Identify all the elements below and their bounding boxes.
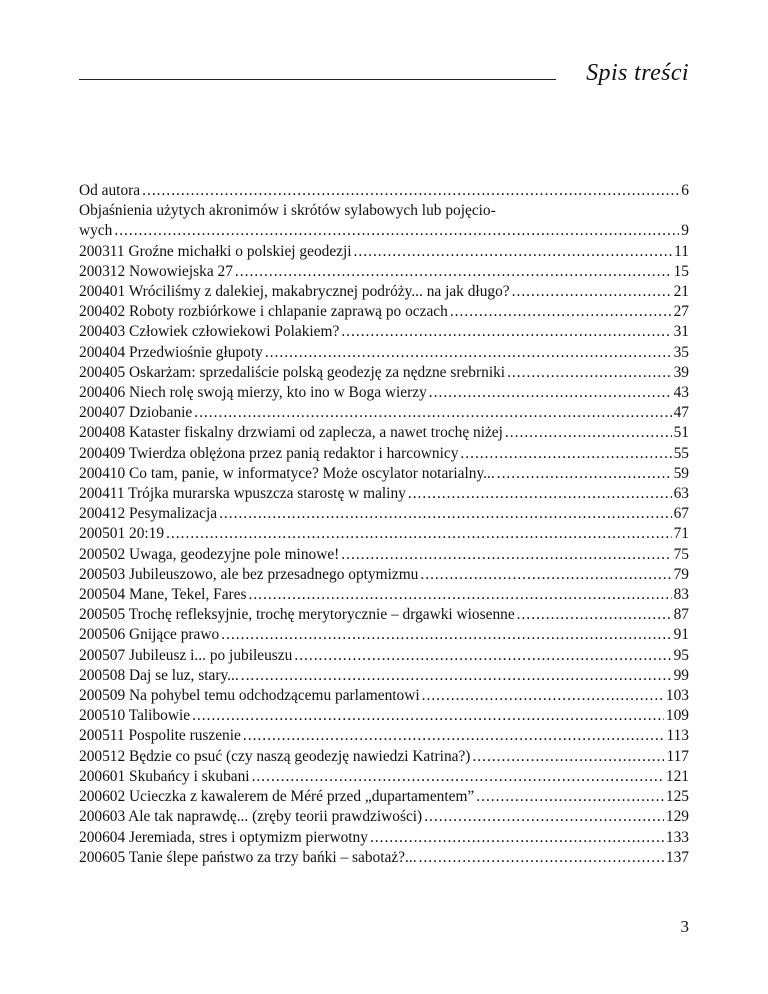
toc-entry-page: 75 — [673, 545, 689, 563]
dot-leader — [497, 464, 672, 484]
toc-entry[interactable] — [79, 848, 689, 868]
toc-entry[interactable] — [79, 605, 689, 625]
toc-entry-title: 200403 Człowiek człowiekowi Polakiem? — [79, 323, 340, 341]
toc-entry-page: 43 — [673, 384, 689, 402]
dot-leader — [252, 767, 664, 787]
dot-leader — [341, 322, 671, 342]
header-rule — [79, 79, 556, 80]
toc-entry-title: 200312 Nowowiejska 27 — [79, 262, 233, 280]
toc-entry-title: 200408 Kataster fiskalny drzwiami od zaplecza, a nawet trochę niżej — [79, 424, 503, 442]
toc-entry-page: 67 — [673, 505, 689, 523]
toc-entry[interactable] — [79, 787, 689, 807]
toc-entry-title: 200402 Roboty rozbiórkowe i chlapanie zaprawą po oczach — [79, 303, 448, 321]
toc-entry-title: Od autora — [79, 182, 141, 199]
toc-entry-title: 200508 Daj se luz, stary... — [79, 666, 239, 684]
toc-entry-page: 109 — [665, 707, 689, 725]
toc-entry[interactable] — [79, 302, 689, 322]
toc-entry-od-autora[interactable] — [79, 181, 689, 201]
toc-entry[interactable] — [79, 545, 689, 565]
dot-leader — [194, 403, 671, 423]
toc-entry-page: 39 — [673, 363, 689, 381]
toc-entry-title: 200512 Będzie co psuć (czy naszą geodezję nawiedzi Katrina?) — [79, 747, 471, 765]
toc-entry-title: 200602 Ucieczka z kawalerem de Méré przed „dupartamentem” — [79, 788, 475, 806]
toc-entry-title: 200511 Pospolite ruszenie — [79, 727, 241, 745]
toc-entry[interactable] — [79, 444, 689, 464]
toc-entry-page: 27 — [673, 303, 689, 321]
dot-leader — [512, 282, 672, 302]
toc-entry-acronyms-line1[interactable]: Objaśnienia użytych akronimów i skrótów sylabowych lub pojęcio- — [79, 202, 496, 220]
dot-leader — [142, 181, 679, 201]
dot-leader — [476, 787, 664, 807]
dot-leader — [114, 221, 679, 241]
toc-entry[interactable] — [79, 828, 689, 848]
dot-leader — [507, 363, 672, 383]
toc-entry[interactable] — [79, 726, 689, 746]
toc-entry-page: 121 — [665, 767, 689, 785]
toc-entry[interactable] — [79, 423, 689, 443]
dot-leader — [265, 343, 672, 363]
toc-entry[interactable] — [79, 383, 689, 403]
toc-entry[interactable] — [79, 242, 689, 262]
toc-entry[interactable] — [79, 464, 689, 484]
toc-entry-page: 83 — [673, 586, 689, 604]
dot-leader — [505, 423, 672, 443]
toc-entry[interactable] — [79, 767, 689, 787]
toc-entry-page: 6 — [681, 182, 689, 199]
toc-entry-page: 133 — [665, 828, 689, 846]
toc-entry[interactable] — [79, 666, 689, 686]
toc-entry[interactable] — [79, 747, 689, 767]
toc-entry-page: 31 — [673, 323, 689, 341]
toc-entry[interactable] — [79, 524, 689, 544]
toc-entry-title: 200510 Talibowie — [79, 707, 191, 725]
dot-leader — [419, 848, 664, 868]
toc-entry-page: 87 — [673, 606, 689, 624]
toc-entry-page: 35 — [673, 343, 689, 361]
dot-leader — [166, 524, 672, 544]
dot-leader — [429, 383, 672, 403]
dot-leader — [248, 585, 671, 605]
dot-leader — [472, 747, 664, 767]
toc-entries — [79, 242, 689, 868]
toc-entry[interactable] — [79, 282, 689, 302]
table-of-contents — [79, 181, 689, 868]
toc-entry-title: 200603 Ale tak naprawdę... (zręby teorii prawdziwości) — [79, 808, 423, 826]
toc-entry-title: 200501 20:19 — [79, 525, 165, 543]
toc-entry-page: 79 — [673, 565, 689, 583]
dot-leader — [294, 646, 671, 666]
toc-entry[interactable] — [79, 686, 689, 706]
dot-leader — [241, 666, 672, 686]
dot-leader — [243, 726, 665, 746]
toc-entry[interactable] — [79, 504, 689, 524]
dot-leader — [424, 807, 664, 827]
toc-entry-acronyms[interactable] — [79, 221, 689, 241]
toc-entry-title: wych — [79, 222, 113, 240]
toc-entry-title: 200504 Mane, Tekel, Fares — [79, 586, 247, 604]
toc-entry-title: 200506 Gnijące prawo — [79, 626, 220, 644]
toc-entry[interactable] — [79, 262, 689, 282]
toc-entry-page: 15 — [673, 262, 689, 280]
toc-entry-title: 200509 Na pohybel temu odchodzącemu parlamentowi — [79, 687, 420, 705]
toc-entry-page: 63 — [673, 485, 689, 503]
dot-leader — [192, 706, 664, 726]
dot-leader — [450, 302, 672, 322]
toc-entry-title: 200503 Jubileuszowo, ale bez przesadnego optymizmu — [79, 565, 419, 583]
dot-leader — [221, 625, 671, 645]
toc-entry-page: 137 — [665, 848, 689, 866]
dot-leader — [354, 242, 673, 262]
toc-entry-page: 129 — [665, 808, 689, 826]
dot-leader — [341, 545, 671, 565]
toc-entry-title: 200405 Oskarżam: sprzedaliście polską geodezję za nędzne srebrniki — [79, 363, 506, 381]
dot-leader — [235, 262, 672, 282]
toc-entry-title: 200507 Jubileusz i... po jubileuszu — [79, 646, 293, 664]
toc-entry[interactable] — [79, 343, 689, 363]
dot-leader — [370, 828, 664, 848]
toc-entry-title: 200409 Twierdza oblężona przez panią redaktor i harcownicy — [79, 444, 459, 462]
toc-entry-page: 91 — [673, 626, 689, 644]
toc-entry-page: 9 — [681, 222, 689, 240]
toc-entry-page: 59 — [673, 464, 689, 482]
dot-leader — [460, 444, 671, 464]
page-header — [79, 58, 689, 94]
toc-entry[interactable] — [79, 403, 689, 423]
toc-entry-title: 200605 Tanie ślepe państwo za trzy bańki – sabotaż?... — [79, 848, 417, 866]
toc-entry-page: 95 — [673, 646, 689, 664]
toc-entry-page: 21 — [673, 283, 689, 301]
toc-entry-page: 113 — [666, 727, 689, 745]
toc-entry[interactable] — [79, 625, 689, 645]
dot-leader — [408, 484, 672, 504]
toc-entry-title: 200407 Dziobanie — [79, 404, 193, 422]
toc-entry-title: 200411 Trójka murarska wpuszcza starostę w maliny — [79, 485, 406, 503]
toc-entry-title: 200406 Niech rolę swoją mierzy, kto ino w Boga wierzy — [79, 384, 427, 402]
toc-entry[interactable] — [79, 585, 689, 605]
dot-leader — [422, 686, 664, 706]
toc-entry[interactable] — [79, 363, 689, 383]
toc-entry-title: 200601 Skubańcy i skubani — [79, 767, 250, 785]
toc-entry-page: 125 — [665, 788, 689, 806]
dot-leader — [219, 504, 672, 524]
toc-entry-page: 99 — [673, 666, 689, 684]
toc-entry[interactable] — [79, 322, 689, 342]
toc-entry-page: 55 — [673, 444, 689, 462]
toc-entry-title: 200412 Pesymalizacja — [79, 505, 218, 523]
toc-entry-title: 200401 Wróciliśmy z dalekiej, makabrycznej podróży... na jak długo? — [79, 283, 510, 301]
toc-entry-page: 117 — [666, 747, 689, 765]
toc-entry-title: 200410 Co tam, panie, w informatyce? Może oscylator notarialny... — [79, 464, 495, 482]
page-number: 3 — [680, 917, 689, 936]
toc-entry-page: 47 — [673, 404, 689, 422]
toc-entry-title: 200404 Przedwiośnie głupoty — [79, 343, 263, 361]
toc-entry[interactable] — [79, 706, 689, 726]
toc-entry[interactable] — [79, 484, 689, 504]
page-title: Spis treści — [586, 60, 689, 86]
dot-leader — [517, 605, 672, 625]
toc-entry[interactable] — [79, 565, 689, 585]
toc-entry[interactable] — [79, 807, 689, 827]
dot-leader — [420, 565, 671, 585]
toc-entry-title: 200311 Groźne michałki o polskiej geodezji — [79, 242, 352, 260]
toc-entry-title: 200502 Uwaga, geodezyjne pole minowe! — [79, 545, 340, 563]
toc-entry-page: 103 — [665, 687, 689, 705]
toc-entry-title: 200505 Trochę refleksyjnie, trochę merytorycznie – drgawki wiosenne — [79, 606, 515, 624]
toc-entry-title: 200604 Jeremiada, stres i optymizm pierwotny — [79, 828, 368, 846]
toc-entry[interactable] — [79, 646, 689, 666]
toc-entry-page: 71 — [673, 525, 689, 543]
toc-entry-page: 51 — [673, 424, 689, 442]
toc-entry-page: 11 — [674, 242, 689, 260]
